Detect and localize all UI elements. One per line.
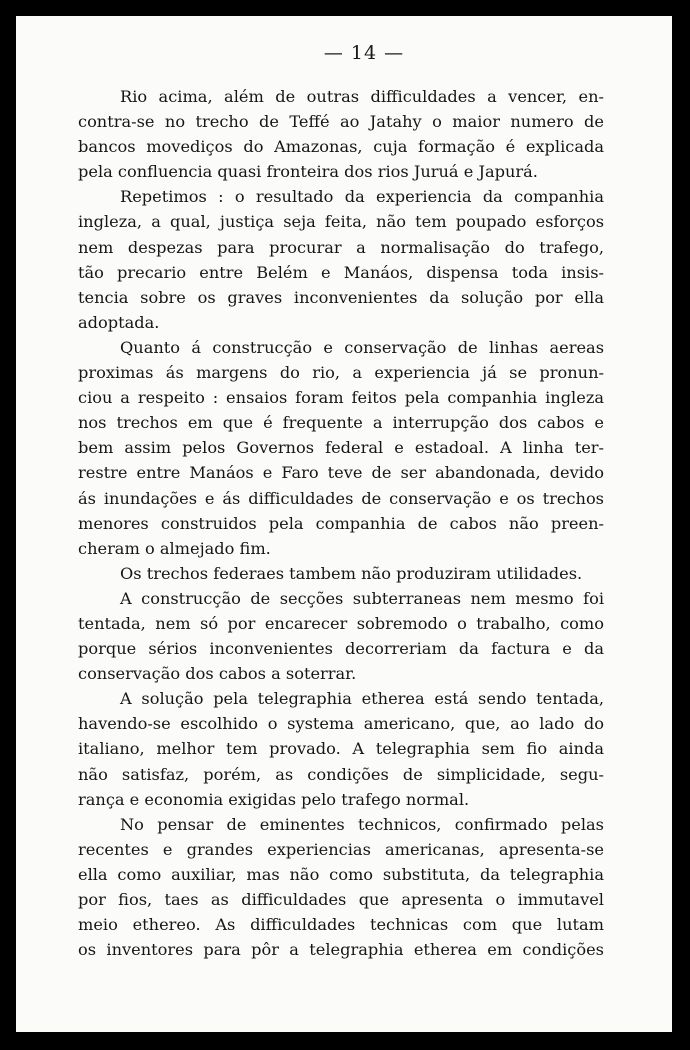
text-line: tentada, nem só por encarecer sobremodo o trabalho, como xyxy=(78,613,604,633)
text-line: Os trechos federaes tambem não produziram utilidades. xyxy=(120,563,583,583)
text-line: meio ethereo. As difficuldades technicas com que lutam xyxy=(78,915,604,935)
text-line: ciou a respeito : ensaios foram feitos pela companhia ingleza xyxy=(78,388,604,408)
text-line: conservação dos cabos a soterrar. xyxy=(78,664,357,684)
text-line: Quanto á construcção e conservação de linhas aereas xyxy=(120,337,604,357)
paragraph xyxy=(78,84,604,184)
text-line: menores construidos pela companhia de cabos não preen- xyxy=(78,513,604,533)
text-line: Rio acima, além de outras difficuldades a vencer, en- xyxy=(120,87,604,106)
page-number: — 14 — xyxy=(323,42,405,64)
text-line: os inventores para pôr a telegraphia etherea em condições xyxy=(78,940,604,960)
text-line: pela confluencia quasi fronteira dos rios Juruá e Japurá. xyxy=(78,162,538,182)
text-line: nem despezas para procurar a normalisação do trafego, xyxy=(78,237,604,257)
text-line: A solução pela telegraphia etherea está sendo tentada, xyxy=(120,689,604,709)
text-line: havendo-se escolhido o systema americano, que, ao lado do xyxy=(78,714,604,734)
text-line: bancos movediços do Amazonas, cuja formação é explicada xyxy=(78,137,604,157)
text-line: recentes e grandes experiencias americanas, apresenta-se xyxy=(78,839,604,859)
text-line: Repetimos : o resultado da experiencia da companhia xyxy=(120,187,604,207)
paragraph xyxy=(78,561,604,586)
book-page xyxy=(16,16,672,1032)
text-line: não satisfaz, porém, as condições de simplicidade, segu- xyxy=(78,764,604,784)
text-line: A construcção de secções subterraneas nem mesmo foi xyxy=(120,588,604,608)
text-line: porque sérios inconvenientes decorreriam da factura e da xyxy=(78,639,604,659)
text-line: ella como auxiliar, mas não como substituta, da telegraphia xyxy=(78,864,604,884)
paragraph xyxy=(78,184,604,335)
text-line: tão precario entre Belém e Manáos, dispensa toda insis- xyxy=(78,262,604,282)
text-line: tencia sobre os graves inconvenientes da solução por ella xyxy=(78,287,604,307)
text-line: ás inundações e ás difficuldades de conservação e os trechos xyxy=(78,488,604,508)
paragraph xyxy=(78,586,604,686)
text-line: rança e economia exigidas pelo trafego normal. xyxy=(78,789,470,809)
text-line: restre entre Manáos e Faro teve de ser abandonada, devido xyxy=(78,463,604,483)
paragraph xyxy=(78,812,604,963)
body-text xyxy=(78,84,604,962)
text-line: por fios, taes as difficuldades que apresenta o immutavel xyxy=(78,890,604,909)
text-line: italiano, melhor tem provado. A telegraphia sem fio ainda xyxy=(78,739,604,759)
text-line: adoptada. xyxy=(78,312,160,332)
text-line: No pensar de eminentes technicos, confirmado pelas xyxy=(120,814,604,834)
paragraph xyxy=(78,335,604,561)
text-line: ingleza, a qual, justiça seja feita, não tem poupado esforços xyxy=(78,212,604,232)
text-line: bem assim pelos Governos federal e estadoal. A linha ter- xyxy=(78,438,604,458)
text-line: cheram o almejado fim. xyxy=(78,538,271,558)
paragraph xyxy=(78,686,604,811)
text-line: nos trechos em que é frequente a interrupção dos cabos e xyxy=(78,413,604,433)
text-line: proximas ás margens do rio, a experiencia já se pronun- xyxy=(78,363,604,383)
text-line: contra-se no trecho de Teffé ao Jatahy o maior numero de xyxy=(78,112,604,132)
